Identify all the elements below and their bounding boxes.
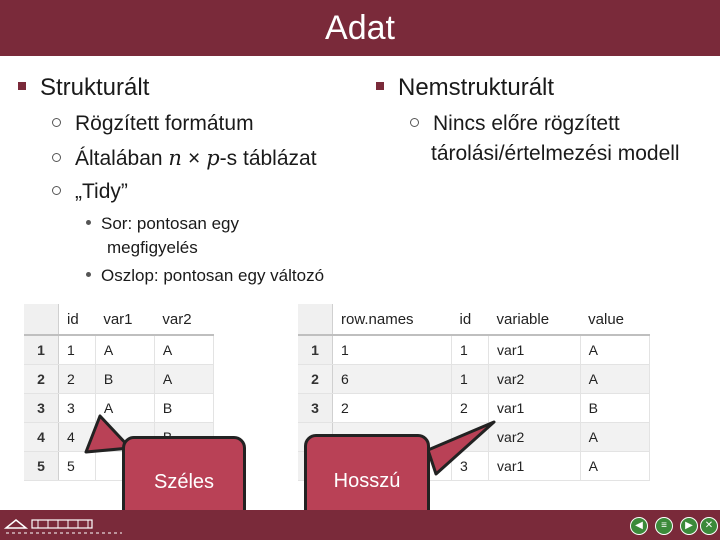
long-callout-pointer <box>428 422 494 474</box>
table-cell: var2 <box>489 365 581 394</box>
table-cell: B <box>154 394 213 423</box>
row-number: 3 <box>298 394 333 423</box>
table-cell: 3 <box>59 394 96 423</box>
table-cell: 1 <box>333 335 452 365</box>
bullet-fixed-format-label: Rögzített formátum <box>75 112 254 135</box>
table-cell: A <box>95 394 154 423</box>
table-cell: 5 <box>59 452 96 481</box>
table-cell: 2 <box>452 394 489 423</box>
table-cell: A <box>580 365 649 394</box>
sub-bullet-row-label: Sor: pontosan egy <box>101 214 239 233</box>
university-logo-icon <box>2 512 130 538</box>
table-cell: A <box>95 335 154 365</box>
math-n: n <box>168 146 182 170</box>
table-cell: 1 <box>452 365 489 394</box>
table-cell: A <box>580 423 649 452</box>
table-cell: B <box>95 365 154 394</box>
nav-forward-icon[interactable]: ▶ <box>680 517 698 535</box>
table-cell: 6 <box>333 365 452 394</box>
table-cell: var1 <box>489 335 581 365</box>
table-cell: A <box>154 335 213 365</box>
bullet-structured-label: Strukturált <box>40 74 150 101</box>
row-number: 1 <box>24 335 59 365</box>
long-table-header: id <box>452 304 489 335</box>
table-cell: A <box>580 335 649 365</box>
bullet-np-prefix: Általában <box>75 147 169 170</box>
row-number: 2 <box>298 365 333 394</box>
times-symbol: × <box>187 147 201 170</box>
table-cell: var1 <box>489 394 581 423</box>
table-cell: A <box>580 452 649 481</box>
long-callout: Hosszú <box>304 434 430 528</box>
math-p: p <box>206 146 220 170</box>
table-cell: B <box>580 394 649 423</box>
bullet-no-model-label: Nincs előre rögzített <box>433 112 620 135</box>
bullet-np-suffix: -s táblázat <box>219 147 317 170</box>
wide-table-header: var2 <box>154 304 213 335</box>
sub-bullet-column-label: Oszlop: pontosan egy változó <box>101 266 325 285</box>
bullet-no-model-cont: tárolási/értelmezési modell <box>431 142 680 165</box>
wide-table-header: id <box>59 304 96 335</box>
row-number: 5 <box>24 452 59 481</box>
long-table-header: value <box>580 304 649 335</box>
slide-title: Adat <box>0 0 720 56</box>
row-number: 2 <box>24 365 59 394</box>
table-cell: 1 <box>452 335 489 365</box>
row-number: 1 <box>298 335 333 365</box>
wide-callout: Széles <box>122 436 246 528</box>
bullet-tidy-label: „Tidy” <box>75 180 128 203</box>
sub-bullet-row-cont: megfigyelés <box>107 238 198 257</box>
table-cell: 1 <box>59 335 96 365</box>
table-cell: 3 <box>452 452 489 481</box>
bullet-unstructured-label: Nemstrukturált <box>398 74 555 101</box>
table-cell: var1 <box>489 452 581 481</box>
nav-toc-icon[interactable]: ≡ <box>655 517 673 535</box>
long-table-header: row.names <box>333 304 452 335</box>
table-cell: 2 <box>59 365 96 394</box>
row-number: 4 <box>24 423 59 452</box>
table-cell: 4 <box>59 423 96 452</box>
wide-table-header: var1 <box>95 304 154 335</box>
long-table-header: variable <box>489 304 581 335</box>
row-number: 3 <box>24 394 59 423</box>
table-cell: 2 <box>333 394 452 423</box>
table-cell: var2 <box>489 423 581 452</box>
table-cell: A <box>154 365 213 394</box>
nav-back-icon[interactable]: ◀ <box>630 517 648 535</box>
nav-end-icon[interactable]: ✕ <box>700 517 718 535</box>
